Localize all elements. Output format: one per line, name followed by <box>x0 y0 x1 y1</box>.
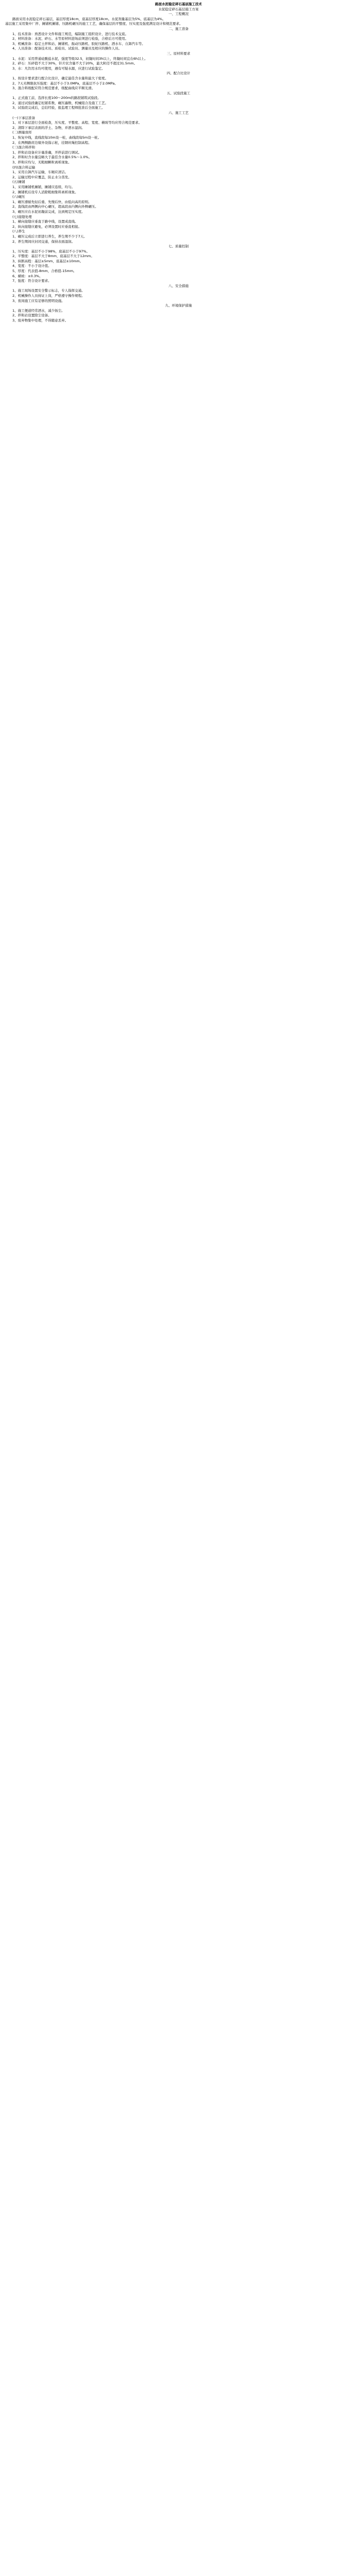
document-line: 1、拌和站设备应计量准确，开拌前进行调试。 <box>12 150 82 155</box>
document-line: 2、清除下承层表面的浮土、杂物，并洒水湿润。 <box>12 125 85 130</box>
document-line: 1、碾压遵循先轻后重、先慢后快、由低向高的原则。 <box>12 199 92 204</box>
document-line: 3、试验段完成后，总结经验，报监理工程师批准后全面施工。 <box>12 106 105 110</box>
document-line: 1、恢复中线，直线段每10m设一桩，曲线段每5m设一桩。 <box>12 135 101 140</box>
document-line: 2、养生期间应封闭交通，保持表面湿润。 <box>12 239 75 244</box>
document-line: (四)混合料运输 <box>12 165 36 170</box>
document-line: 3、拌和应均匀，无粗细颗粒离析现象。 <box>12 160 72 164</box>
document-line: 路面采用水泥稳定碎石基层，基层厚度18cm，底基层厚度18cm。水泥剂量基层为5%，底基层为4%。 <box>12 16 166 21</box>
document-line: 5、厚度：代表值-8mm，合格值-15mm。 <box>12 269 77 274</box>
document-line: 八、安全措施 <box>168 283 189 288</box>
document-line: 6、横坡：±0.3%。 <box>12 274 43 278</box>
document-line: 3、碾压应在水泥初凝前完成，达到规定压实度。 <box>12 209 85 214</box>
document-line: 2、碎石：压碎值不大于30%，针片状含量不大于20%，最大粒径不超过31.5mm。 <box>12 61 138 66</box>
document-line: 九、环境保护措施 <box>165 303 192 308</box>
document-line: 2、摊铺机后设专人消除粗细集料离析现象。 <box>12 190 78 194</box>
document-line: 三、原材料要求 <box>166 51 191 56</box>
document-line: 2、机械操作人员持证上岗，严格遵守操作规程。 <box>12 294 85 298</box>
document-line: 2、拌和站设置除尘设备。 <box>12 313 52 318</box>
document-line: 3、废弃物集中处理，不得随意丢弃。 <box>12 318 69 323</box>
document-line: 2、拌和时含水量宜略大于最佳含水量0.5%～1.0%。 <box>12 155 92 160</box>
document-line: 2、纵向接缝应避免，必须设置时应垂直相接。 <box>12 224 82 229</box>
document-line: 1、采用自卸汽车运输，车厢应清洁。 <box>12 170 69 175</box>
document-line: 2、7天无侧限抗压强度：基层不小于3.0MPa，底基层不小于2.0MPa。 <box>12 81 118 86</box>
document-title: 路面水泥稳定碎石基层施工技术 <box>155 2 202 6</box>
document-line: (二)测量放样 <box>12 130 32 135</box>
document-line: 2、材料准备：水泥、碎石、水等原材料进场前须进行检验，合格后方可使用。 <box>12 37 129 41</box>
document-line: (七)接缝处理 <box>12 214 32 219</box>
document-line: 1、技术准备：熟悉设计文件和施工规范，编制施工组织设计，进行技术交底。 <box>12 31 129 36</box>
document-line: 1、正式施工前，选择长度100～200m的路段铺筑试验段。 <box>12 96 101 100</box>
document-line: 2、直线段由两侧向中心碾压，超高段由内侧向外侧碾压。 <box>12 205 98 209</box>
document-line: 七、质量控制 <box>168 244 189 249</box>
document-line: 二、施工准备 <box>168 26 189 31</box>
document-line: 7、强度：符合设计要求。 <box>12 279 52 283</box>
document-line: 四、配合比设计 <box>166 71 191 76</box>
document-line: 2、在两侧路肩边缘外设指示桩，挂钢丝绳控制高程。 <box>12 140 92 145</box>
document-line: 2、平整度：基层不大于8mm，底基层不大于12mm。 <box>12 254 94 259</box>
document-line: 3、水：凡饮用水均可使用，遇有可疑水源，应进行试验鉴定。 <box>12 66 105 71</box>
document-line: 4、宽度：不小于设计值。 <box>12 264 52 268</box>
document-line: 2、通过试验段确定松铺系数、碾压遍数、机械组合及施工工艺。 <box>12 100 109 105</box>
document-line: (五)摊铺 <box>12 180 25 184</box>
document-line: 一、工程概况 <box>168 12 189 16</box>
document-line: 1、按设计要求进行配合比设计，确定最佳含水量和最大干密度。 <box>12 76 109 80</box>
document-line: (三)混合料拌和 <box>12 145 36 150</box>
document-line: 3、夜间施工应有足够的照明设施。 <box>12 298 65 303</box>
document-line: 1、压实度：基层不小于98%，底基层不小于97%。 <box>12 249 90 253</box>
document-line: 3、混合料级配应符合规范要求，级配曲线应平顺光滑。 <box>12 86 95 91</box>
document-line: 1、施工现场设置安全警示标志，专人指挥交通。 <box>12 289 85 293</box>
document-line: 2、运输过程中应覆盖，防止水分蒸发。 <box>12 175 72 179</box>
document-line: 1、水泥：采用普通硅酸盐水泥，强度等级32.5，初凝时间3h以上，终凝时间宜在6h以上。 <box>12 56 148 61</box>
document-line: 3、纵断高程：基层±5mm，底基层±10mm。 <box>12 259 83 263</box>
document-line: 1、采用摊铺机摊铺，摊铺应连续、均匀。 <box>12 184 75 189</box>
document-line: 1、横向接缝应垂直于路中线，设置成直线。 <box>12 219 78 224</box>
document-line: (六)碾压 <box>12 195 25 199</box>
document-line: 1、施工便道经常洒水，减少扬尘。 <box>12 308 65 313</box>
document-line: 1、对下承层进行全面检查，压实度、平整度、高程、宽度、横坡等均应符合规范要求。 <box>12 121 142 125</box>
document-line: 3、机械准备：稳定土拌和站、摊铺机、振动压路机、胶轮压路机、洒水车、自卸汽车等。 <box>12 41 145 46</box>
document-page <box>0 0 357 326</box>
document-line: 水泥稳定碎石基层施工方案 <box>158 7 199 11</box>
document-line: 五、试验段施工 <box>166 91 191 95</box>
document-line: 1、碾压完成后立即进行养生，养生期不少于7天。 <box>12 234 87 239</box>
document-line: (八)养生 <box>12 229 25 234</box>
document-line: 基层施工采用集中厂拌、摊铺机摊铺、压路机碾压的施工工艺，确保基层的平整度、压实度及强度满足设计和规范要求。 <box>5 22 183 26</box>
document-line: 4、人员准备：配备技术员、质检员、试验员、测量员及相应的操作人员。 <box>12 46 122 51</box>
document-line: 六、施工工艺 <box>168 111 189 115</box>
document-line: (一)下承层准备 <box>12 115 36 120</box>
